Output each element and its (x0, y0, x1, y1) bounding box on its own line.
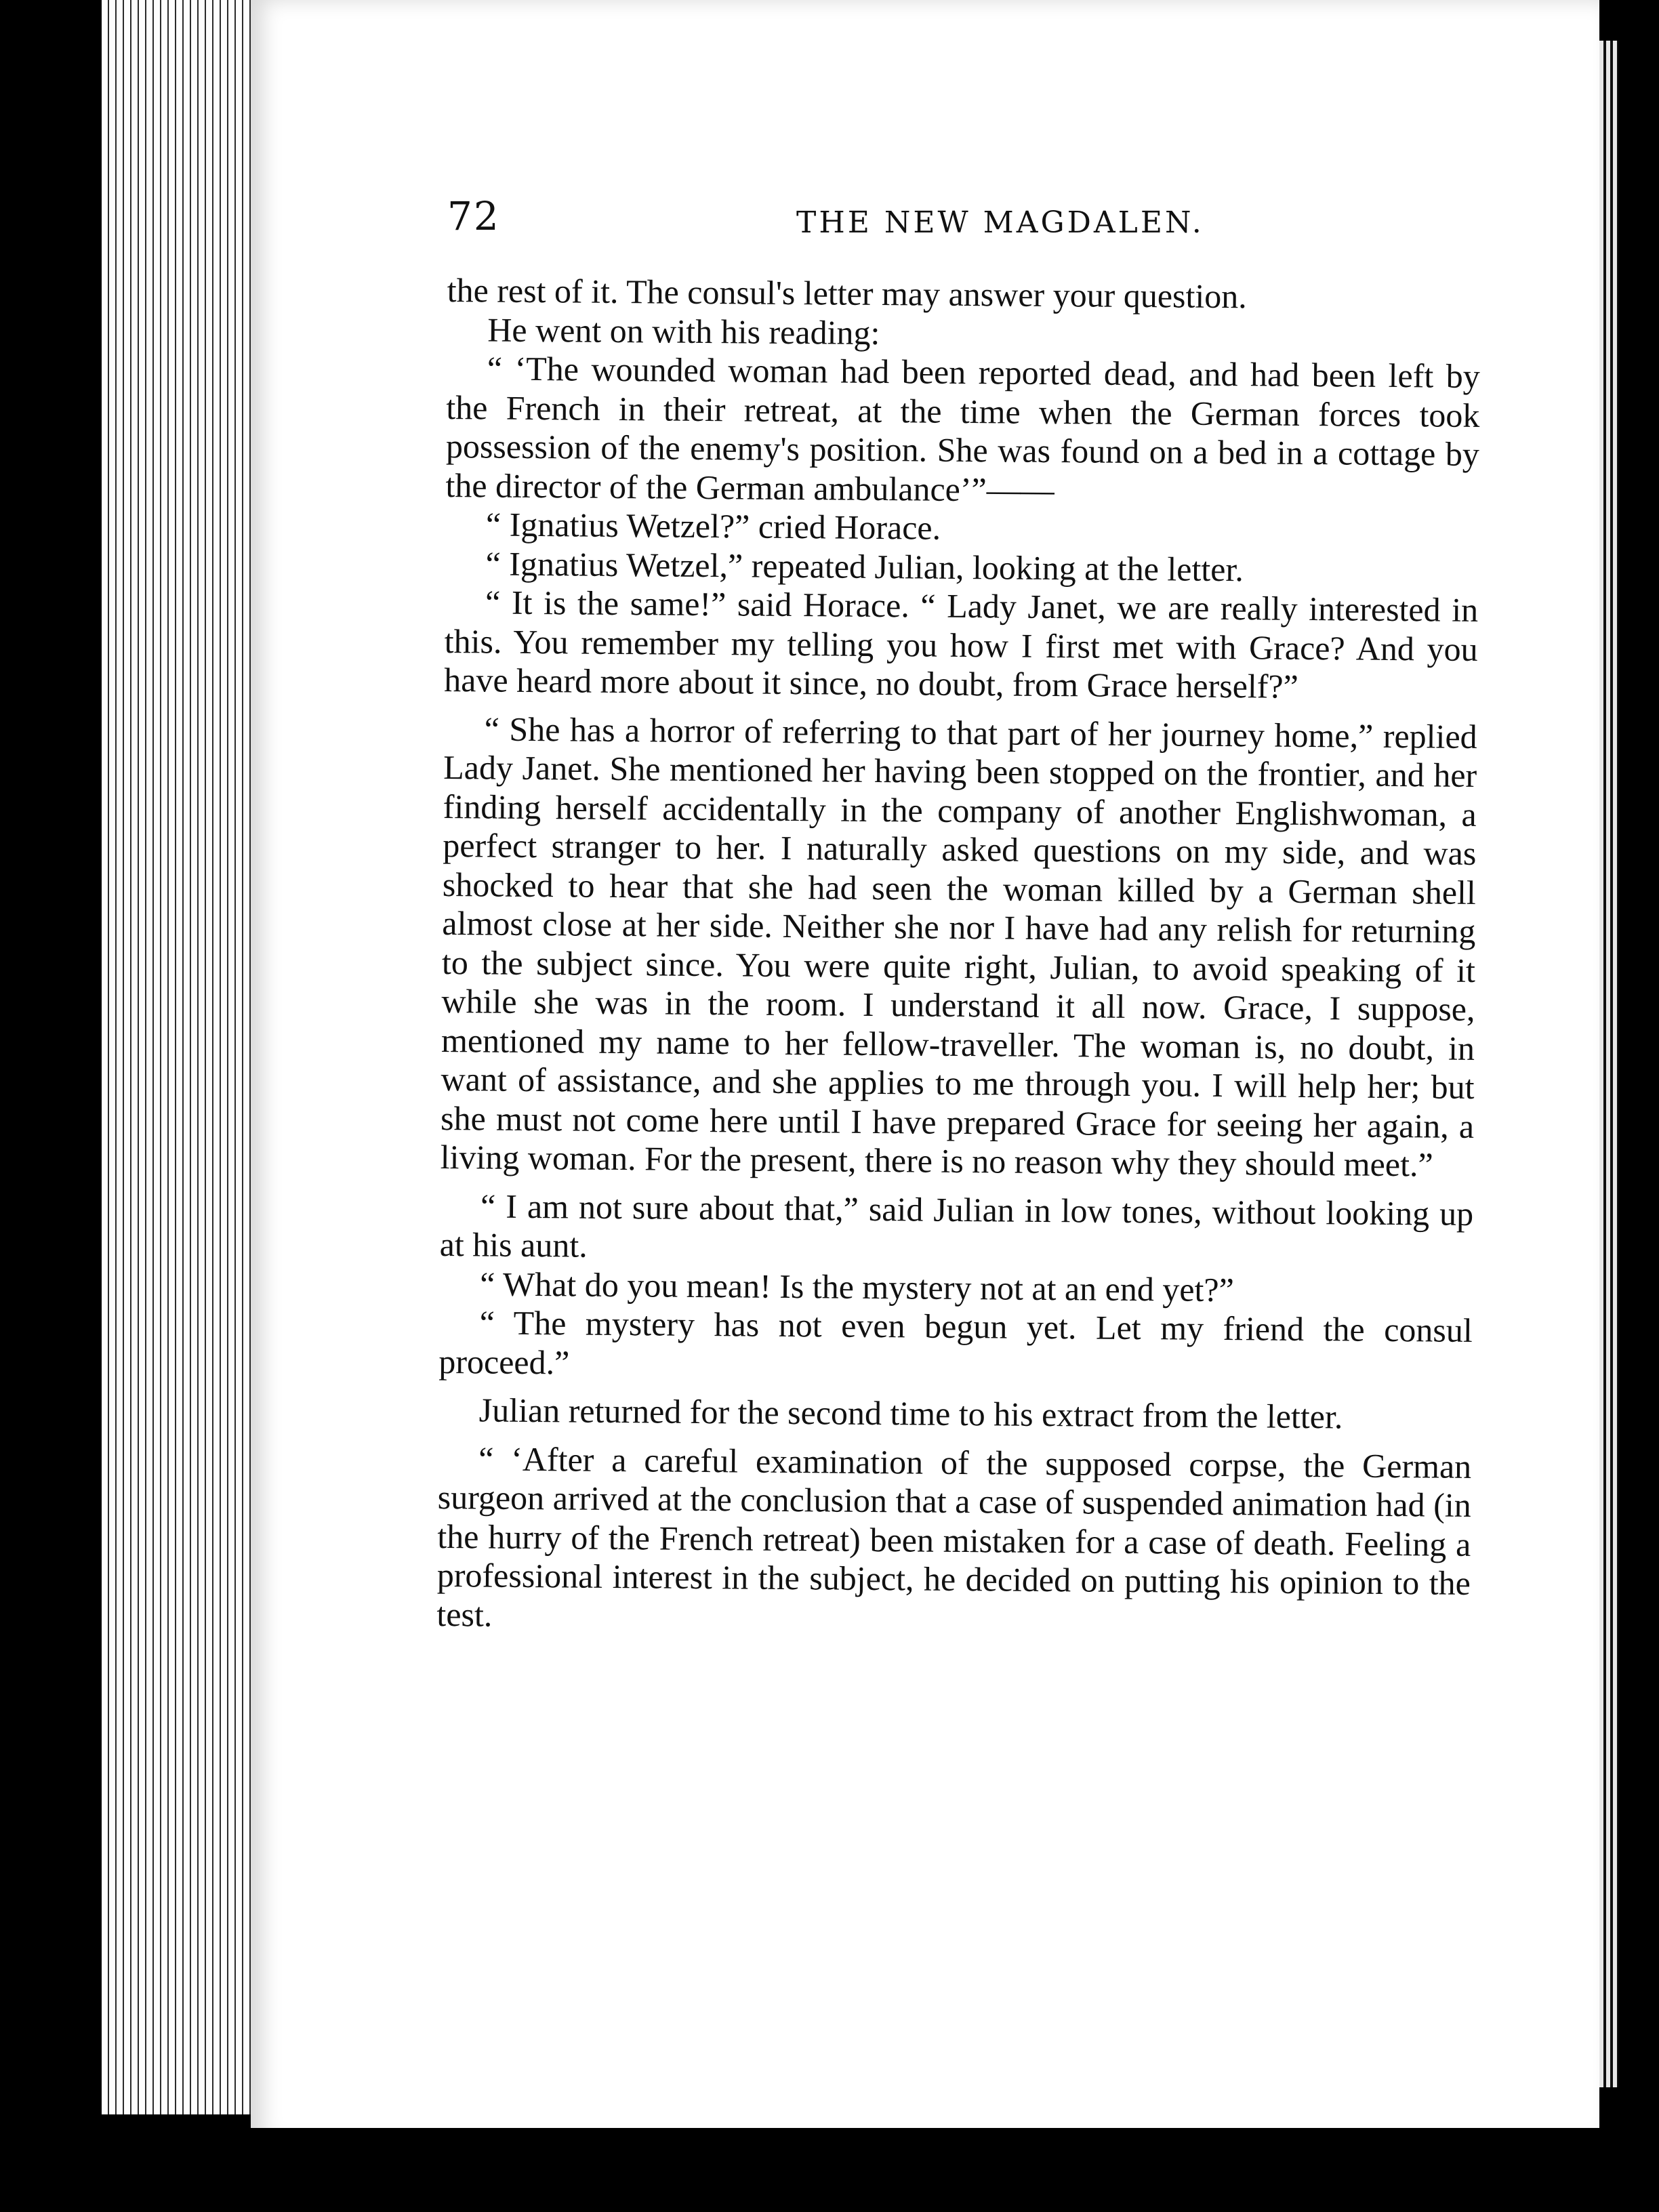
paragraph: Julian returned for the second time to his extract from the letter. (478, 1391, 1343, 1436)
paragraph: “ What do you mean! Is the mystery not at an end yet?” (480, 1264, 1235, 1309)
margin-speck-icon: ▪ (15, 939, 31, 966)
paragraph: “ It is the same!” said Horace. “ Lady Janet, we are really interested in this. You remember my telling you how I first met with Grace? And you have heard more about it since, no doubt, from Grace herself?” (444, 583, 1479, 705)
paragraph: He went on with his reading: (487, 310, 880, 352)
paragraph: “ I am not sure about that,” said Julian in low tones, without looking up at his aunt. (439, 1186, 1474, 1265)
body-text (436, 271, 1481, 1642)
paragraph: “ ‘After a careful examination of the supposed corpse, the German surgeon arrived at the conclusion that a case of suspended animation had (in the hurry of the French retreat) been mistaken for a case of death. Feeling a professional interest in the subject, he decided on putting his opinion to the test. (436, 1439, 1472, 1634)
paragraph: “ Ignatius Wetzel?” cried Horace. (485, 505, 941, 547)
running-title: THE NEW MAGDALEN. (796, 205, 1204, 240)
running-head (447, 193, 1430, 247)
paragraph: “ Ignatius Wetzel,” repeated Julian, looking at the letter. (485, 544, 1244, 588)
book-page (251, 0, 1599, 2142)
paragraph: “ The mystery has not even begun yet. Let my friend the consul proceed.” (438, 1303, 1473, 1381)
page-edges (102, 0, 258, 2114)
scan-bottom-border (0, 2128, 1659, 2212)
margin-speck-icon: ▼ (9, 1626, 28, 1654)
paragraph: “ She has a horror of referring to that part of her journey home,” replied Lady Janet. She mentioned her having been stopped on the frontier, and her finding herself accidentally in the company of another Englishwoman, a perfect stranger to her. I naturally asked questions on my side, and was shocked to hear that she had seen the woman killed by a German shell almost close at her side. Neither she nor I have had any relish for returning to the subject since. You were quite right, Julian, to avoid speaking of it while she was in the room. I understand it all now. Grace, I suppose, mentioned my name to her fellow-traveller. The woman is, no doubt, in want of assistance, and she applies to me through you. I will help her; but she must not come here until I have prepared Grace for seeing her again, a living woman. For the present, there is no reason why they should meet.” (440, 709, 1477, 1184)
paragraph: the rest of it. The consul's letter may answer your question. (447, 271, 1247, 316)
page-number: 72 (447, 193, 500, 239)
paragraph: “ ‘The wounded woman had been reported dead, and had been left by the French in their retreat, at the time when the German forces took possession of the enemy's position. She was found on a bed in a cottage by the director of the German ambulance’”—— (445, 349, 1481, 509)
